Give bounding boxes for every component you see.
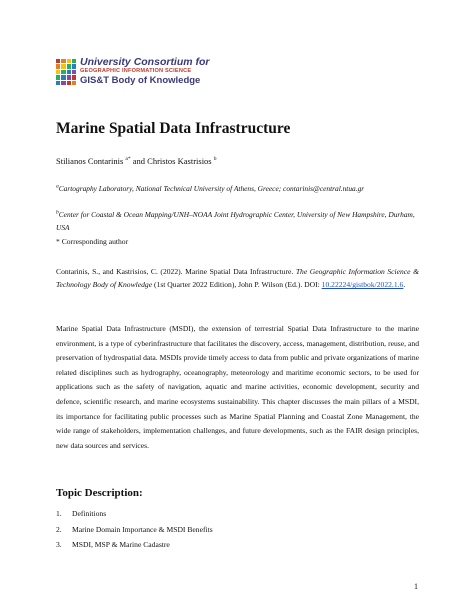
author-2: Christos Kastrisios	[147, 156, 212, 166]
citation-journal: The Geographic Information Science & Technology Body of Knowledge	[56, 267, 419, 290]
author-1-sup: a*	[125, 156, 131, 163]
page-number: 1	[414, 582, 418, 591]
author-2-sup: b	[213, 156, 217, 163]
affiliation-a-text: Cartography Laboratory, National Technical University of Athens, Greece; contarinis@central.ntua.gr	[58, 184, 365, 193]
logo-line-3: GIS&T Body of Knowledge	[80, 75, 201, 86]
topic-description-heading: Topic Description:	[56, 487, 143, 499]
logo-line-1: University Consortium for	[80, 56, 210, 68]
affiliation-b	[56, 208, 418, 234]
topic-list	[56, 506, 213, 553]
doi-link[interactable]: 10.22224/gistbok/2022.1.6	[321, 280, 404, 290]
author-1: Stilianos Contarinis	[56, 156, 124, 166]
topic-number: 1.	[56, 509, 62, 518]
corresponding-author-note: * Corresponding author	[56, 237, 129, 246]
author-line	[56, 156, 217, 166]
affiliation-b-sup: b	[56, 209, 59, 216]
affiliation-a	[56, 184, 364, 193]
affiliation-a-sup: a	[56, 183, 59, 190]
author-conjunction: and	[130, 156, 148, 166]
logo-line-2: GEOGRAPHIC INFORMATION SCIENCE	[80, 68, 192, 74]
affiliation-b-text: Center for Coastal & Ocean Mapping/UNH–NOAA Joint Hydrographic Center, University of New Hampshire, Durham, USA	[56, 210, 415, 232]
abstract-paragraph: Marine Spatial Data Infrastructure (MSDI), the extension of terrestrial Spatial Data Infrastructure to the marine environment, is a type of cyberinfrastructure that facilitates the discovery, access, management, distribution, reuse, and preservation of hydrospatial data. MSDIs provide timely access to data from public and private organizations of marine related disciplines such as hydrography, oceanography, meteorology and maritime economic sectors, to be used for applications such as the safety of navigation, aquatic and marine activities, economic development, security and defence, scientific research, and marine ecosystems sustainability. This chapter discusses the main pillars of a MSDI, its importance for facilitating public processes such as Marine Spatial Planning and Coastal Zone Management, the wide range of stakeholders, implementation challenges, and future developments, such as the FAIR design principles, new data sources and services.	[56, 324, 419, 450]
citation	[56, 265, 419, 291]
topic-list-item	[56, 522, 213, 538]
citation-end: .	[403, 280, 406, 290]
citation-pre: Contarinis, S., and Kastrisios, C. (2022). Marine Spatial Data Infrastructure.	[56, 267, 296, 276]
citation-post: (1st Quarter 2022 Edition), John P. Wilson (Ed.). DOI:	[152, 280, 322, 290]
logo-mark-icon	[56, 59, 76, 85]
topic-list-item	[56, 506, 213, 522]
topic-number: 2.	[56, 524, 62, 534]
topic-label: Marine Domain Importance & MSDI Benefits	[72, 524, 213, 534]
article-title: Marine Spatial Data Infrastructure	[56, 120, 291, 137]
topic-number: 3.	[56, 540, 62, 549]
topic-label: MSDI, MSP & Marine Cadastre	[72, 540, 170, 549]
gistbok-logo	[56, 56, 210, 88]
topic-label: Definitions	[72, 509, 107, 518]
topic-list-item	[56, 537, 213, 553]
